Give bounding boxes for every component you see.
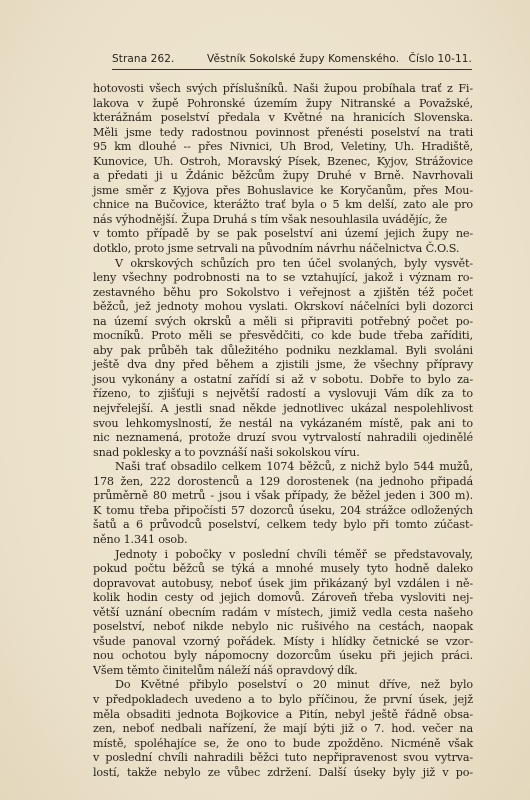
text-line: řízeno, to zjišťuji s největší radostí a vyslovuji Vám dík za to (93, 387, 473, 401)
text-line: jsou vykonány a ostatní zařídí si až v sobotu. Dobře to bylo za- (93, 372, 473, 386)
text-line: dopravovat autobusy, neboť úsek jim přikázaný byl vzdálen i ně- (93, 576, 473, 590)
page-number: Strana 262. (112, 53, 175, 65)
text-line: kterážnám poselství předala v Květné na hranicích Slovenska. (93, 111, 473, 125)
text-line: nic neznamená, protože druzí svou vytrvalostí nahradili ojedinělé (93, 431, 473, 445)
text-line: a předati ji u Ždánic běžcům župy Druhé v Brně. Navrhovali (93, 169, 473, 183)
text-line: nejvřelejší. A jestli snad někde jednotlivec ukázal nespolehlivost (93, 402, 473, 416)
text-line: ještě dva dny před během a zjistili jsme, že všechny přípravy (93, 358, 473, 372)
text-line: chnice na Bučovice, kterážto trať byla o 5 km delší, zato ale pro (93, 198, 473, 212)
text-line: v tomto případě by se pak poselství ani území jejich župy ne- (93, 227, 473, 241)
text-line: běžců, jež jednoty mohou vyslati. Okrskoví náčelníci byli dozorci (93, 300, 473, 314)
text-line: měla obsaditi jednota Bojkovice a Pitín, nebyl ještě řádně obsa- (93, 707, 473, 721)
text-line: zestavného běhu pro Sokolstvo i veřejnost a zjištěn též počet (93, 285, 473, 299)
text-line: nás výhodnější. Župa Druhá s tím však nesouhlasila uvádějíc, že (93, 212, 448, 226)
text-line: všude panoval vzorný pořádek. Místy i hlídky četnické se vzor- (93, 634, 473, 648)
text-line: 178 žen, 222 dorostenců a 129 dorostenek (na jednoho připadá (93, 474, 473, 488)
text-line: svou lehkomyslností, že nestál na vykázaném místě, pak ani to (93, 416, 473, 430)
text-line: leny všechny podrobnosti na to se vztahující, jakož i význam ro- (93, 271, 473, 285)
text-line: V okrskových schůzích pro ten účel svolaných, byly vysvět- (115, 256, 473, 270)
text-line: Jednoty i pobočky v poslední chvíli téměř se představovaly, (115, 547, 473, 561)
text-line: Do Květné přibylo poselství o 20 minut dříve, než bylo (115, 678, 473, 692)
text-line: nou ochotou byly nápomocny dozorcům úseku při jejich práci. (93, 649, 473, 663)
text-line: v poslední chvíli nahradili běžci tuto nepřipravenost svou vytrva- (93, 751, 473, 765)
text-line: v předpokladech uvedeno a to bylo příčinou, že první úsek, jejž (93, 692, 473, 706)
text-line: snad poklesky a to povznáší naši sokolskou víru. (93, 445, 360, 459)
text-line: pokud počtu běžců se týká a mnohé musely tyto hodně daleko (93, 562, 473, 576)
text-line: místě, spoléhajíce se, že ono to bude zpožděno. Nicméně však (93, 736, 473, 750)
text-line: Měli jsme tedy radostnou povinnost přenésti poselství na trati (93, 125, 473, 139)
header-rule (112, 69, 472, 70)
text-line: Všem těmto činitelům náleží náš opravdový dík. (93, 663, 358, 677)
text-line: hotovosti všech svých příslušníků. Naši župou probíhala trať z Fi- (93, 82, 473, 95)
text-line: zen, neboť nedbali nařízení, že mají býti již o 7. hod. večer na (93, 722, 473, 736)
text-line: poselství, neboť nikde nebylo nic rušivého na cestách, naopak (93, 620, 473, 634)
issue-number: Číslo 10-11. (408, 53, 472, 65)
text-line: průměrně 80 metrů - jsou i však případy, že běžel jeden i 300 m). (93, 489, 473, 503)
text-line: K tomu třeba připočísti 57 dozorců úseku, 204 strážce odložených (93, 503, 473, 517)
text-line: něno 1.341 osob. (93, 532, 188, 546)
text-line: kolik hodin cesty od jejich domovů. Zároveň třeba vysloviti nej- (93, 591, 473, 605)
text-line: šatů a 6 průvodců poselství, celkem tedy bylo při tomto zúčast- (93, 518, 473, 532)
text-line: jsme směr z Kyjova přes Bohuslavice ke Koryčanům, přes Mou- (93, 183, 473, 197)
text-line: větší uznání obecním radám v místech, jimiž vedla cesta našeho (93, 605, 473, 619)
text-line: dotklo, proto jsme setrvali na původním návrhu náčelnictva Č.O.S. (93, 242, 460, 256)
text-line: Kunovice, Uh. Ostroh, Moravský Písek, Bzenec, Kyjov, Strážovice (93, 154, 473, 168)
text-line: lostí, takže nebylo ze vůbec zdržení. Další úseky byly již v po- (93, 765, 473, 779)
text-line: 95 km dlouhé -- přes Nivnici, Uh Brod, Veletiny, Uh. Hradiště, (93, 140, 473, 154)
article-body (93, 82, 473, 780)
text-line: aby pak průběh tak důležitého podniku nezklamal. Byli svoláni (93, 343, 473, 357)
text-line: lakova v župě Pohronské územím župy Nitranské a Považské, (93, 96, 473, 110)
text-line: Naši trať obsadilo celkem 1074 běžců, z nichž bylo 544 mužů, (115, 460, 473, 474)
text-line: mocníků. Proto měli se přesvědčiti, co kde bude třeba zaříditi, (93, 329, 473, 343)
running-header (112, 53, 472, 69)
journal-title: Věstník Sokolské župy Komenského. (207, 53, 400, 65)
text-line: na území svých okrsků a měli si připraviti potřebný počet po- (93, 314, 473, 328)
